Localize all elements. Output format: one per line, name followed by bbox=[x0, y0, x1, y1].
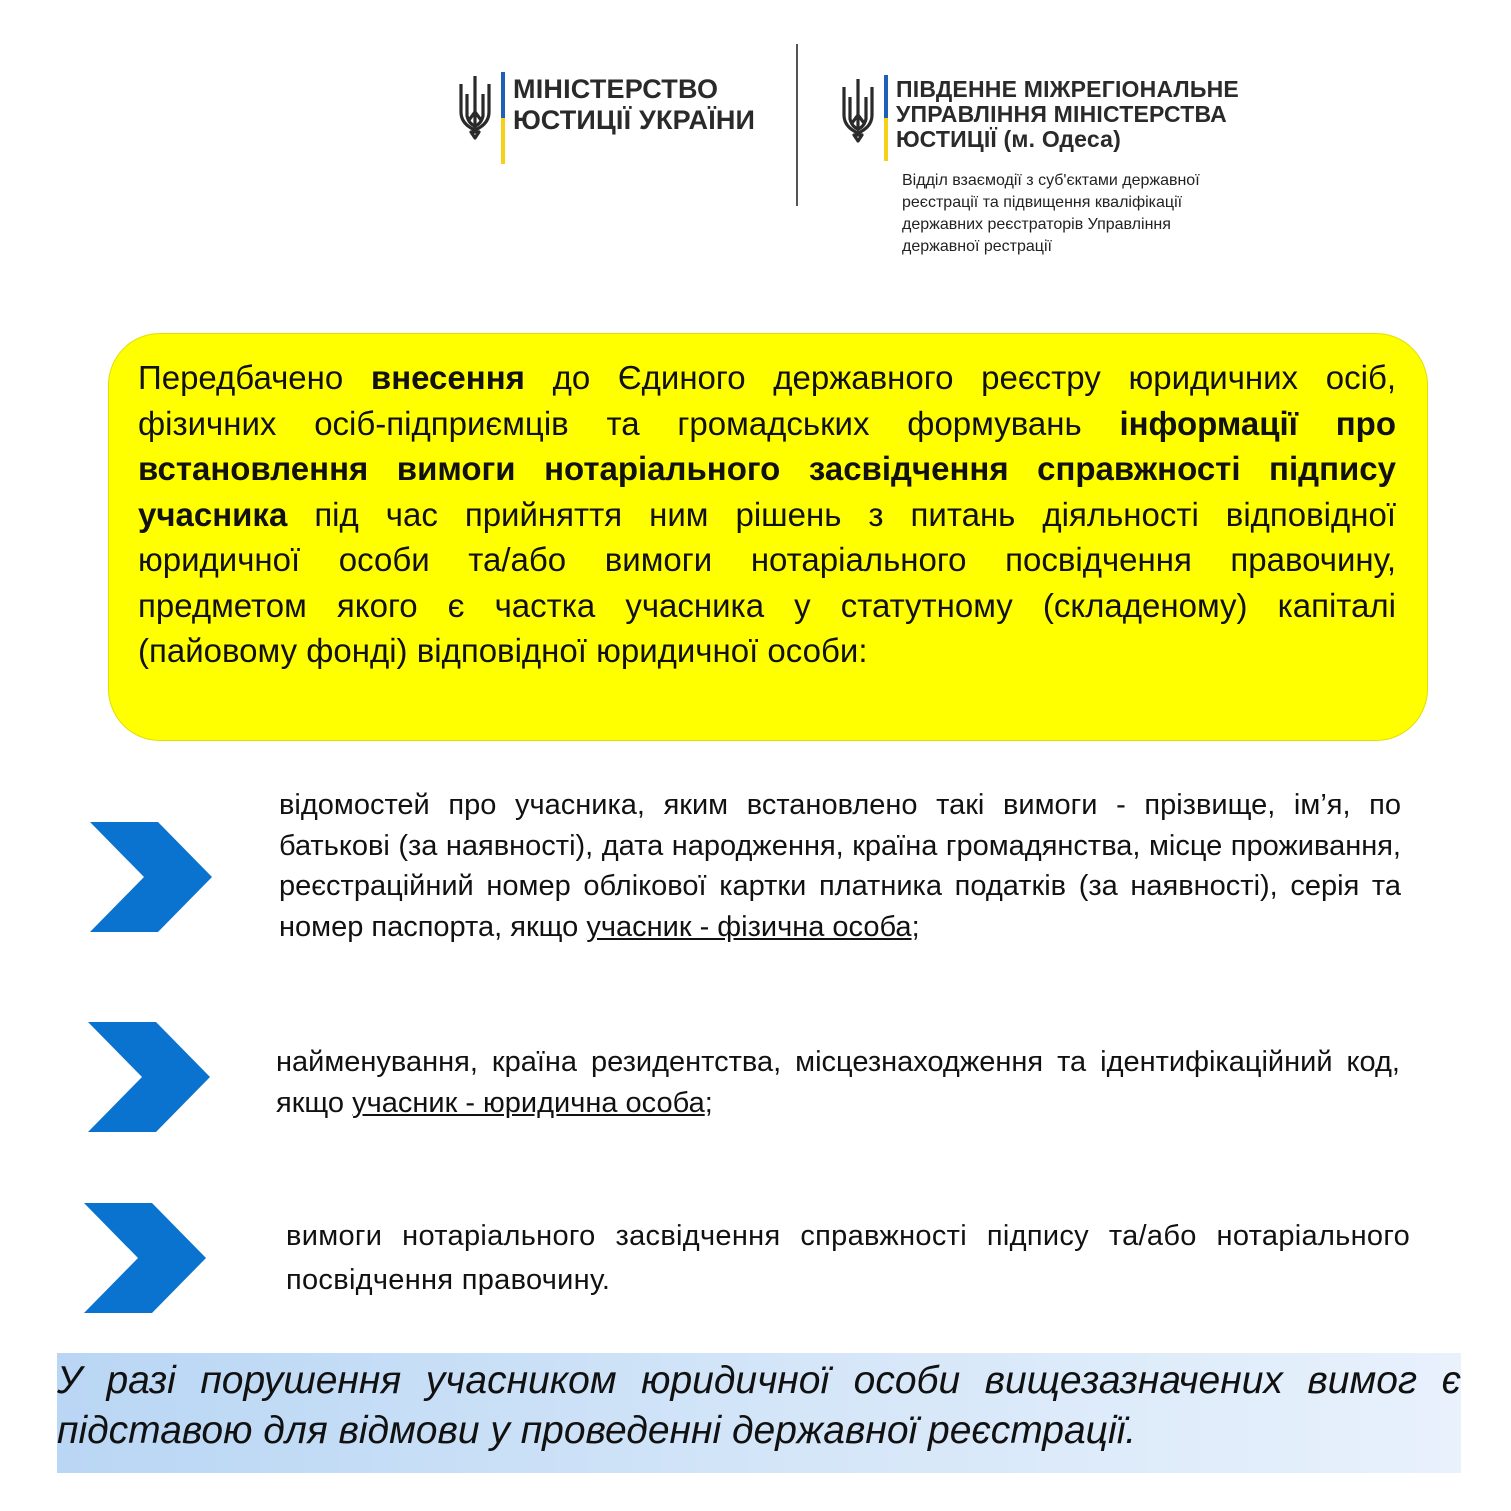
list-item: відомостей про учасника, яким встановлено такі вимоги - прізвище, ім’я, по батькові (за наявності), дата народження, країна громадянства, місце проживання, реєстраційний номер облікової картки платника податків (за наявності), серія та номер паспорта, якщо учасник - фізична особа; bbox=[279, 789, 1401, 943]
main-statement: Передбачено внесення до Єдиного державного реєстру юридичних осіб, фізичних осіб-підприємців та громадських формувань інформації про встановлення вимоги нотаріального засвідчення справжності підпису учасника під час прийняття ним рішень з питань діяльності відповідної юридичної особи та/або вимоги нотаріального посвідчення правочину, предметом якого є частка учасника у статутному (складеному) капіталі (пайовому фонді) відповідної юридичної особи: bbox=[138, 359, 1397, 669]
list-item: вимоги нотаріального засвідчення справжності підпису та/або нотаріального посвідчення правочину. bbox=[286, 1220, 1410, 1296]
footer-note: У разі порушення учасником юридичної особи вищезазначених вимог є підставою для відмови у проведенні державної реєстрації. bbox=[57, 1359, 1461, 1452]
list-item: найменування, країна резидентства, місцезнаходження та ідентифікаційний код, якщо учасник - юридична особа; bbox=[276, 1046, 1400, 1119]
flag-bar bbox=[884, 75, 888, 161]
chevron-right-icon bbox=[84, 1203, 206, 1313]
chevron-right-icon bbox=[90, 822, 212, 932]
chevron-right-icon bbox=[88, 1022, 210, 1132]
flag-bar bbox=[501, 72, 505, 164]
ministry-name: МІНІСТЕРСТВО ЮСТИЦІЇ УКРАЇНИ bbox=[513, 74, 756, 135]
ministry-logo bbox=[455, 72, 755, 164]
trident-icon bbox=[455, 72, 495, 142]
regional-office-logo bbox=[838, 75, 1239, 161]
header-divider bbox=[796, 44, 798, 206]
regional-office-name: ПІВДЕННЕ МІЖРЕГІОНАЛЬНЕ УПРАВЛІННЯ МІНІСТЕРСТВА ЮСТИЦІЇ (м. Одеса) bbox=[896, 76, 1239, 152]
department-caption: Відділ взаємодії з суб'єктами державної реєстрації та підвищення кваліфікації державних реєстраторів Управління державної рестрації bbox=[902, 172, 1200, 255]
trident-icon bbox=[838, 75, 878, 145]
